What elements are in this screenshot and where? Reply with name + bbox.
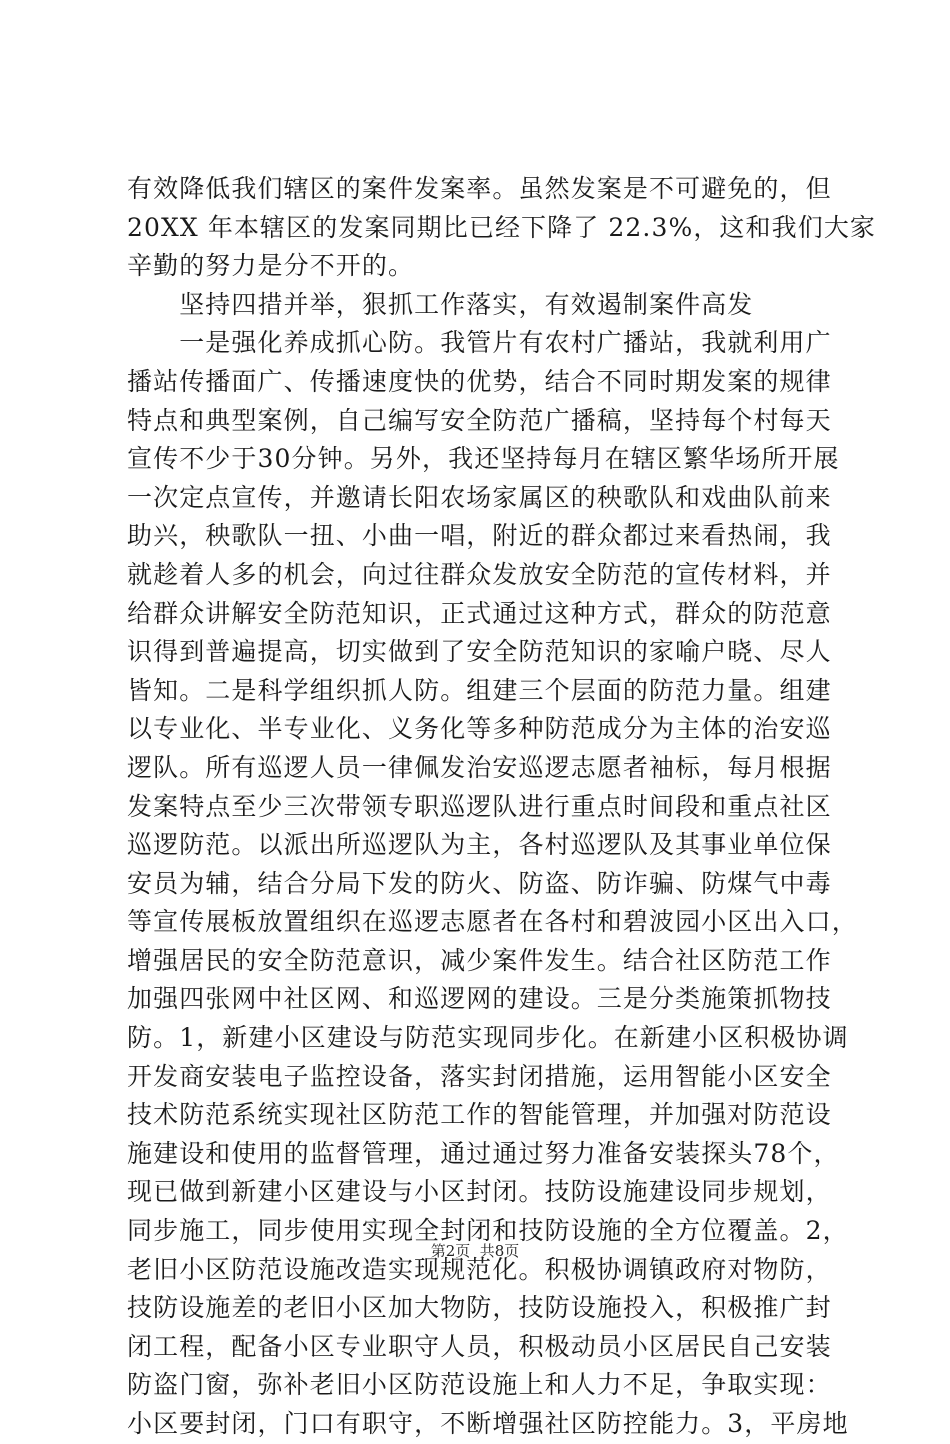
text-line: 巡逻防范。以派出所巡逻队为主，各村巡逻队及其事业单位保 <box>127 830 832 860</box>
text-line: 辛勤的努力是分不开的。 <box>127 251 415 281</box>
text-line: 以专业化、半专业化、义务化等多种防范成分为主体的治安巡 <box>127 714 832 744</box>
text-line: 一次定点宣传，并邀请长阳农场家属区的秧歌队和戏曲队前来 <box>127 482 832 512</box>
section-heading: 坚持四措并举，狠抓工作落实，有效遏制案件高发 <box>127 289 754 319</box>
text-line: 技术防范系统实现社区防范工作的智能管理，并加强对防范设 <box>127 1100 832 1130</box>
text-line: 20XX 年本辖区的发案同期比已经下降了 22.3%，这和我们大家 <box>127 212 877 242</box>
text-line: 闭工程，配备小区专业职守人员，积极动员小区居民自己安装 <box>127 1331 832 1361</box>
text-line: 技防设施差的老旧小区加大物防，技防设施投入，积极推广封 <box>127 1293 832 1323</box>
text-line: 增强居民的安全防范意识，减少案件发生。结合社区防范工作 <box>127 945 832 975</box>
text-line: 等宣传展板放置组织在巡逻志愿者在各村和碧波园小区出入口， <box>127 907 858 937</box>
text-line: 加强四张网中社区网、和巡逻网的建设。三是分类施策抓物技 <box>127 984 832 1014</box>
text-line: 一是强化养成抓心防。我管片有农村广播站，我就利用广 <box>127 328 832 358</box>
text-line: 有效降低我们辖区的案件发案率。虽然发案是不可避免的，但 <box>127 174 832 203</box>
text-line: 防盗门窗，弥补老旧小区防范设施上和人力不足，争取实现： <box>127 1370 832 1400</box>
text-line: 施建设和使用的监督管理，通过通过努力准备安装探头78个， <box>127 1138 840 1168</box>
page-number-footer: 第2页 共8页 <box>430 1242 520 1260</box>
text-line: 安员为辅，结合分局下发的防火、防盗、防诈骗、防煤气中毒 <box>127 868 832 898</box>
text-line: 播站传播面广、传播速度快的优势，结合不同时期发案的规律 <box>127 366 832 396</box>
text-line: 老旧小区防范设施改造实现规范化。积极协调镇政府对物防， <box>127 1254 832 1284</box>
text-line: 小区要封闭，门口有职守，不断增强社区防控能力。3，平房地 <box>127 1409 849 1438</box>
text-line: 现已做到新建小区建设与小区封闭。技防设施建设同步规划， <box>127 1177 832 1207</box>
text-line: 特点和典型案例，自己编写安全防范广播稿，坚持每个村每天 <box>127 405 832 435</box>
text-line: 识得到普遍提高，切实做到了安全防范知识的家喻户晓、尽人 <box>127 637 832 667</box>
text-line: 发案特点至少三次带领专职巡逻队进行重点时间段和重点社区 <box>127 791 832 821</box>
text-line: 逻队。所有巡逻人员一律佩发治安巡逻志愿者袖标，每月根据 <box>127 752 832 782</box>
text-line: 给群众讲解安全防范知识，正式通过这种方式，群众的防范意 <box>127 598 832 628</box>
text-line: 开发商安装电子监控设备，落实封闭措施，运用智能小区安全 <box>127 1061 832 1091</box>
text-line: 皆知。二是科学组织抓人防。组建三个层面的防范力量。组建 <box>127 675 832 705</box>
text-line: 防。1，新建小区建设与防范实现同步化。在新建小区积极协调 <box>127 1023 849 1053</box>
text-line: 同步施工，同步使用实现全封闭和技防设施的全方位覆盖。2， <box>127 1216 849 1246</box>
text-line: 就趁着人多的机会，向过往群众发放安全防范的宣传材料，并 <box>127 559 832 589</box>
text-line: 助兴，秧歌队一扭、小曲一唱，附近的群众都过来看热闹，我 <box>127 521 832 551</box>
text-line: 宣传不少于30分钟。另外，我还坚持每月在辖区繁华场所开展 <box>127 444 840 474</box>
